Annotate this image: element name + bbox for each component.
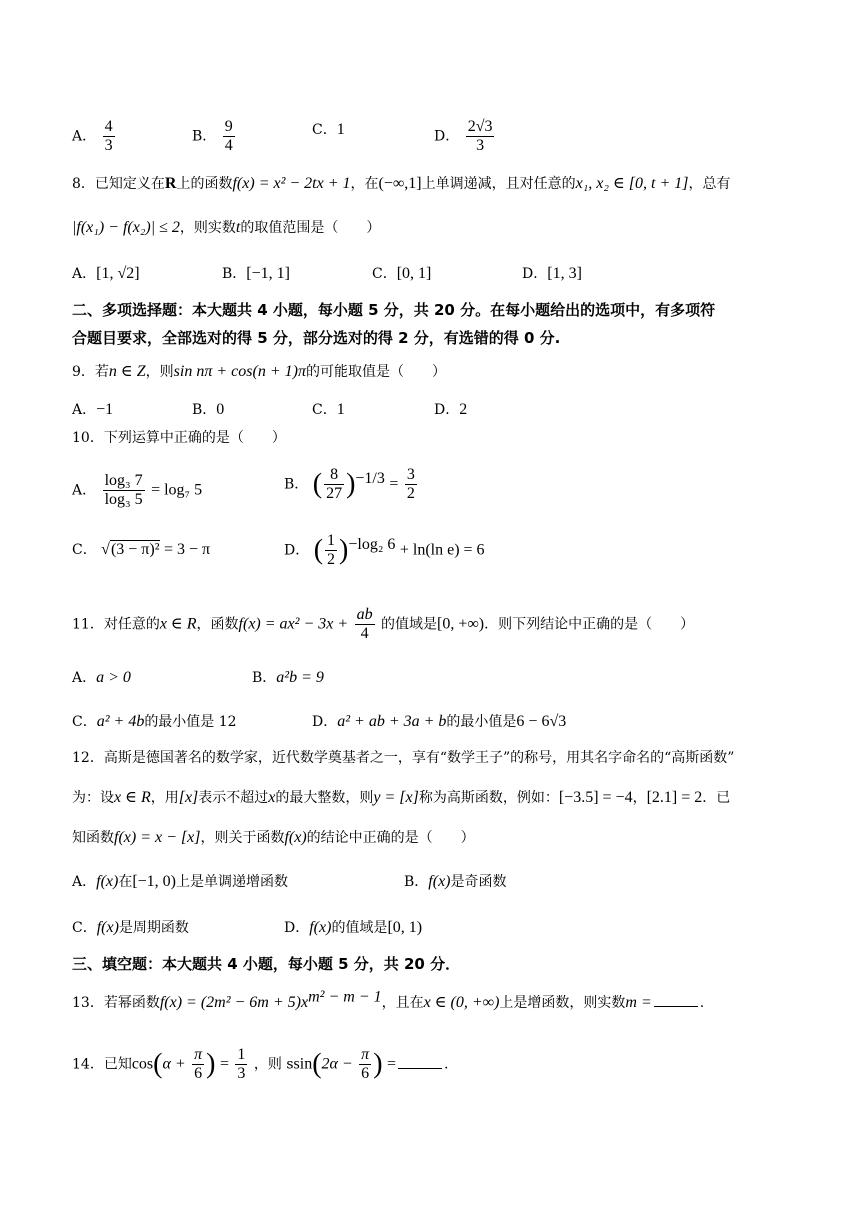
q12-stem-line3: 知函数f(x) = x − [x]，则关于函数f(x)的结论中正确的是（ ）	[72, 829, 475, 846]
q12-option-c: C．f(x)是周期函数	[72, 919, 189, 936]
q10-option-a: A． $\frac{\text{log₃ 7}}{\text{log₃ 5}}$ = log₇ 5	[72, 472, 203, 508]
q8-option-d: D．[1, 3]	[522, 265, 582, 282]
q7-option-b: B． $\frac{9}{4}$	[192, 118, 233, 154]
q14-answer-blank[interactable]	[398, 1054, 442, 1069]
q7-option-a: A． $\frac{4}{3}$	[72, 118, 113, 154]
q7-option-d: D． $\frac{2√3}{3}$	[434, 118, 493, 154]
q8-option-b: B．[−1, 1]	[222, 265, 290, 282]
q14-stem: 14．已知cos(α + $\frac{\pi}{6}$ ) = $\frac{1}{3}$ ，则 ssin(2α − $\frac{\pi}{6}$ ) = .	[72, 1046, 449, 1082]
q11-option-a: A．a > 0	[72, 669, 131, 686]
q11-option-c: C．a² + 4b的最小值是 12	[72, 713, 237, 730]
q7-option-c: C．1	[312, 121, 345, 138]
q11-option-b: B．a²b = 9	[252, 669, 324, 686]
q9-option-d: D．2	[434, 401, 468, 418]
q8-option-a: A．[1, √2]	[72, 265, 140, 282]
section2-heading-line2: 合题目要求，全部选对的得 5 分，部分选对的得 2 分，有选错的得 0 分.	[72, 329, 561, 347]
q12-stem-line2: 为：设x ∈ R，用[x]表示不超过x的最大整数，则y = [x]称为高斯函数，例如：[−3.5] = −4，[2.1] = 2．已	[72, 789, 731, 806]
q12-stem-line1: 12．高斯是德国著名的数学家，近代数学奠基者之一，享有“数学王子”的称号，用其名字命名的“高斯函数”	[72, 750, 735, 766]
q9-option-a: A．−1	[72, 401, 114, 418]
q12-option-b: B．f(x)是奇函数	[404, 873, 507, 890]
section2-heading-line1: 二、多项选择题：本大题共 4 小题，每小题 5 分，共 20 分。在每小题给出的选项中，有多项符	[72, 301, 716, 319]
q12-option-a: A．f(x)在[−1, 0)上是单调递增函数	[72, 873, 289, 890]
q8-stem-line2: |f(x₁) − f(x₂)| ≤ 2，则实数t的取值范围是（ ）	[72, 219, 381, 236]
q9-option-b: B．0	[192, 401, 225, 418]
q8-option-c: C．[0, 1]	[372, 265, 432, 282]
q11-option-d: D．a² + ab + 3a + b的最小值是6 − 6√3	[312, 713, 567, 730]
section3-heading: 三、填空题：本大题共 4 小题，每小题 5 分，共 20 分．	[72, 955, 461, 973]
q10-option-d: D． ( $\frac{1}{2}$ )$^{-log_2 6}$ + ln(ln e) = 6	[284, 532, 485, 568]
q10-option-c: C． √(3 − π)² = 3 − π	[72, 541, 211, 558]
q13-stem: 13．若幂函数$f(x) = (2m^2 - 6m + 5)x^{m^2 - m - 1}$，且在x ∈ (0, +∞)上是增函数，则实数m = .	[72, 988, 705, 1011]
q9-option-c: C．1	[312, 401, 345, 418]
q10-option-b: B． ( $\frac{8}{27}$ )$^{-1/3}$ = $\frac{3}{2}$	[284, 466, 415, 502]
q10-stem: 10．下列运算中正确的是（ ）	[72, 430, 286, 446]
q8-stem-line1: 8．已知定义在R上的函数f(x) = x² − 2tx + 1，在(−∞,1]上单调递减，且对任意的x₁, x₂ ∈ [0, t + 1]，总有	[72, 175, 731, 192]
q12-option-d: D．f(x)的值域是[0, 1)	[284, 919, 423, 936]
q9-stem: 9．若n ∈ Z，则sin nπ + cos(n + 1)π的可能取值是（ ）	[72, 363, 446, 380]
q13-answer-blank[interactable]	[654, 992, 698, 1007]
q11-stem: 11．对任意的x ∈ R，函数f(x) = ax² − 3x + $\frac{ab}{4}$ 的值域是[0, +∞)．则下列结论中正确的是（ ）	[72, 606, 695, 642]
